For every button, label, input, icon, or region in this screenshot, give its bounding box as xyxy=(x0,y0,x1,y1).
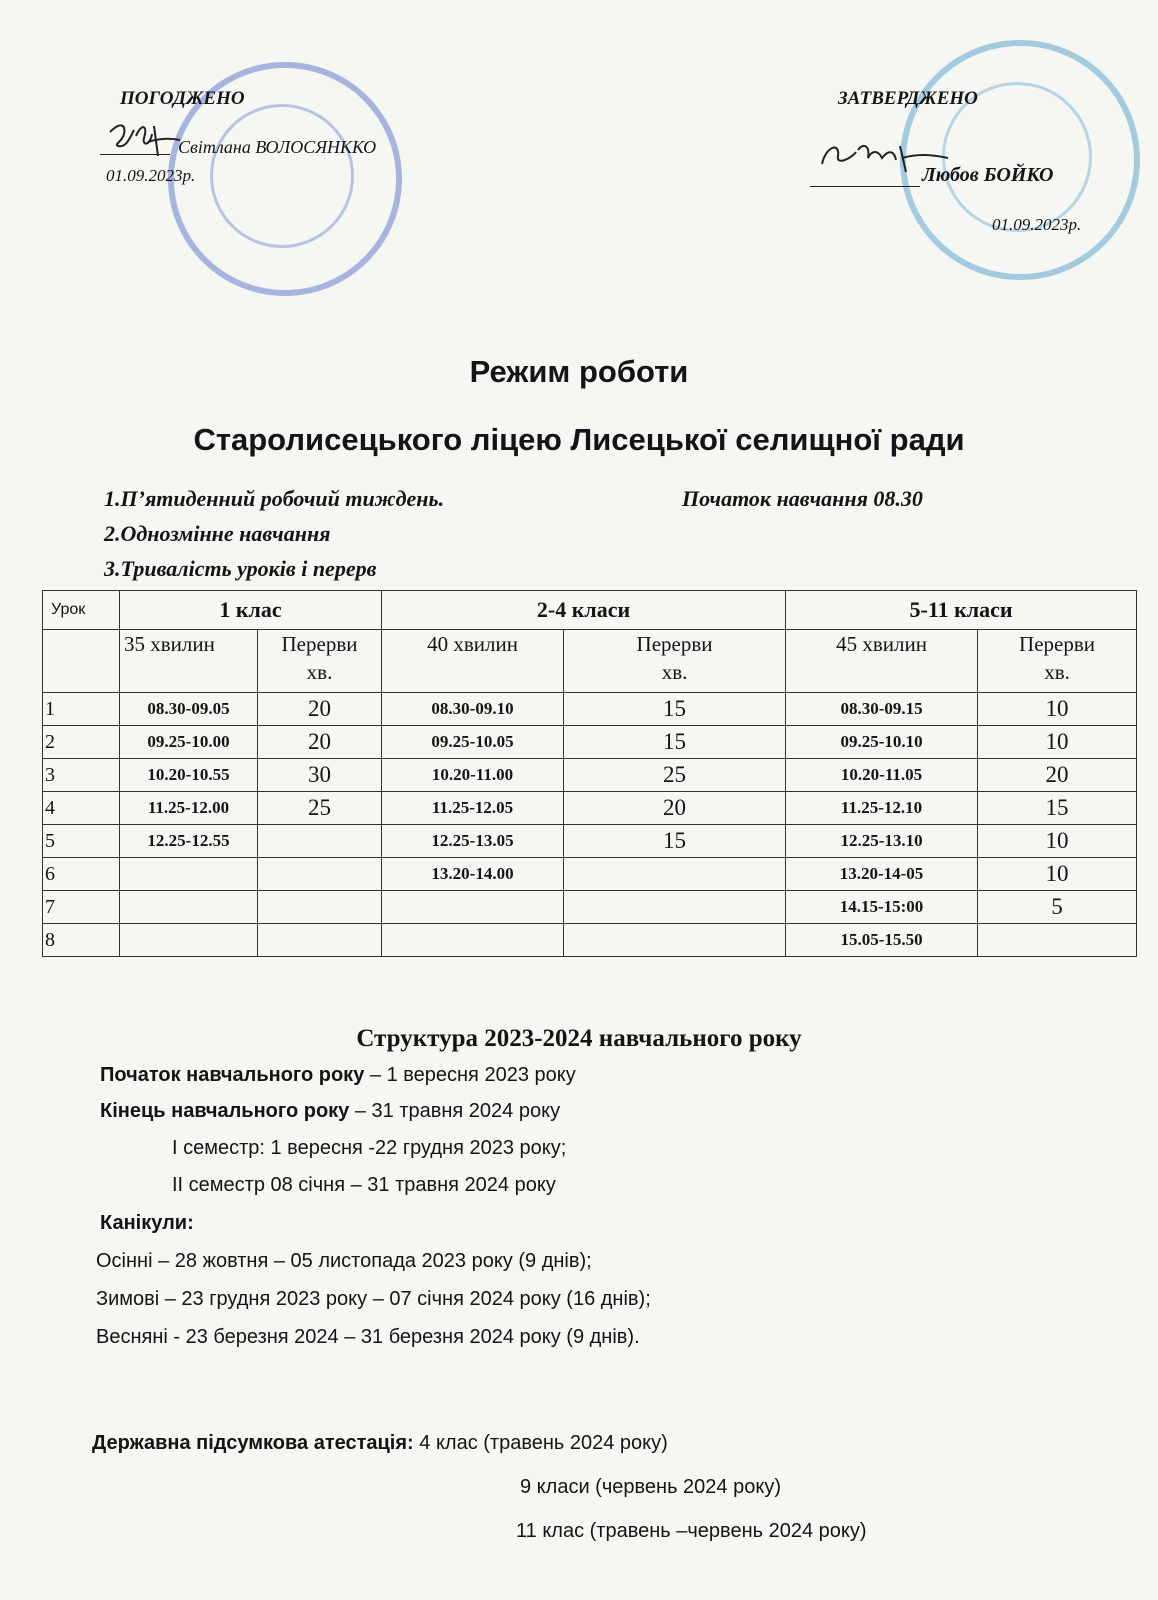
right-signature-line xyxy=(810,186,920,187)
right-approval-heading: ЗАТВЕРДЖЕНО xyxy=(838,88,978,109)
year-end-value: – 31 травня 2024 року xyxy=(349,1100,561,1122)
year-start-value: – 1 вересня 2023 року xyxy=(364,1064,576,1086)
holiday-winter: Зимові – 23 грудня 2023 року – 07 січня 2024 року (16 днів); xyxy=(96,1288,651,1310)
year-end-label: Кінець навчального року xyxy=(100,1100,350,1122)
item-lesson-duration: 3.Тривалість уроків і перерв xyxy=(104,556,377,581)
exam-grade-11: 11 клас (травень –червень 2024 року) xyxy=(516,1520,867,1542)
item-start-time: Початок навчання 08.30 xyxy=(682,486,923,511)
header-grade-1: 1 клас xyxy=(120,591,382,630)
table-row: 3 10.20-10.55 30 10.20-11.00 25 10.20-11.05 20 xyxy=(43,759,1137,792)
exam-grade-9: 9 класи (червень 2024 року) xyxy=(520,1476,781,1498)
left-approval-name: Світлана ВОЛОСЯНККО xyxy=(178,137,377,157)
table-subheader-row xyxy=(43,630,1137,693)
holiday-spring: Весняні - 23 березня 2024 – 31 березня 2024 року (9 днів). xyxy=(96,1326,640,1348)
duration-grades-2-4: 40 хвилин xyxy=(382,630,564,693)
table-row: 2 09.25-10.00 20 09.25-10.05 15 09.25-10.10 10 xyxy=(43,726,1137,759)
right-approval-date: 01.09.2023р. xyxy=(992,215,1082,234)
left-approval-date: 01.09.2023р. xyxy=(106,166,196,185)
holiday-autumn: Осінні – 28 жовтня – 05 листопада 2023 року (9 днів); xyxy=(96,1250,592,1272)
breaks-grades-2-4: Перерви хв. xyxy=(564,630,786,693)
page-subtitle: Старолисецького ліцею Лисецької селищної ради xyxy=(193,422,965,457)
item-single-shift: 2.Однозмінне навчання xyxy=(104,521,331,546)
table-row: 7 14.15-15:00 5 xyxy=(43,891,1137,924)
year-end-line xyxy=(100,1100,560,1123)
exam-grade-4: 4 клас (травень 2024 року) xyxy=(413,1432,668,1454)
schedule-table xyxy=(42,590,1137,957)
left-approval-heading: ПОГОДЖЕНО xyxy=(120,88,245,109)
table-header-row xyxy=(43,591,1137,630)
duration-grade-1: 35 хвилин xyxy=(120,630,258,693)
semester-1: І семестр: 1 вересня -22 грудня 2023 року; xyxy=(172,1137,567,1159)
duration-grades-5-11: 45 хвилин xyxy=(786,630,978,693)
subheader-empty xyxy=(43,630,120,693)
year-start-label: Початок навчального року xyxy=(100,1064,365,1086)
header-grades-5-11: 5-11 класи xyxy=(786,591,1137,630)
header-grades-2-4: 2-4 класи xyxy=(382,591,786,630)
structure-title: Структура 2023-2024 навчального року xyxy=(356,1025,802,1052)
right-approval-name: Любов БОЙКО xyxy=(922,164,1054,186)
table-row: 4 11.25-12.00 25 11.25-12.05 20 11.25-12.10 15 xyxy=(43,792,1137,825)
header-lesson: Урок xyxy=(43,591,120,630)
exam-line-1 xyxy=(92,1432,668,1455)
breaks-grade-1: Перерви хв. xyxy=(258,630,382,693)
holidays-label: Канікули: xyxy=(100,1212,194,1234)
left-signature-line xyxy=(100,154,170,155)
semester-2: ІІ семестр 08 січня – 31 травня 2024 року xyxy=(172,1174,556,1196)
year-start-line xyxy=(100,1064,576,1087)
table-row: 5 12.25-12.55 12.25-13.05 15 12.25-13.10 10 xyxy=(43,825,1137,858)
table-row: 1 08.30-09.05 20 08.30-09.10 15 08.30-09.15 10 xyxy=(43,693,1137,726)
page-title: Режим роботи xyxy=(469,354,689,389)
item-five-day-week: 1.П’ятиденний робочий тиждень. xyxy=(104,486,445,511)
breaks-grades-5-11: Перерви хв. xyxy=(978,630,1137,693)
table-row: 6 13.20-14.00 13.20-14-05 10 xyxy=(43,858,1137,891)
table-row: 8 15.05-15.50 xyxy=(43,924,1137,957)
exam-label: Державна підсумкова атестація: xyxy=(92,1432,414,1454)
left-signature-icon xyxy=(104,116,184,166)
